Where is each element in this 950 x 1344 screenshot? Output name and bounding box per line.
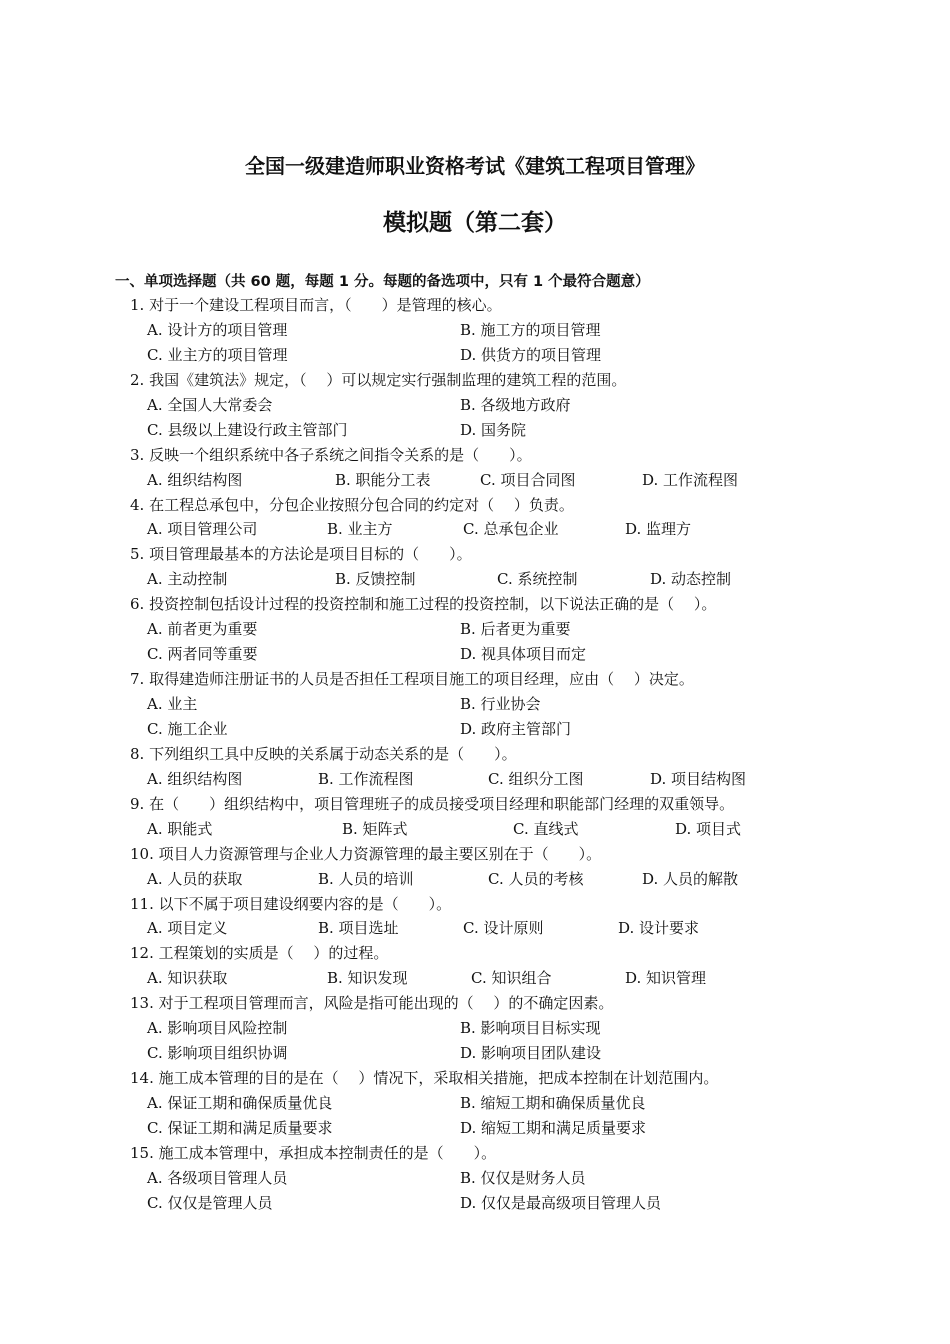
answer-option[interactable]: A. 组织结构图 <box>147 769 243 788</box>
answer-option[interactable]: A. 影响项目风险控制 <box>147 1019 288 1038</box>
answer-option[interactable]: A. 全国人大常委会 <box>147 395 273 414</box>
answer-option[interactable]: C. 施工企业 <box>147 719 228 738</box>
question-stem: 5. 项目管理最基本的方法论是项目目标的（ ）。 <box>130 545 472 564</box>
answer-option[interactable]: C. 保证工期和满足质量要求 <box>147 1118 333 1137</box>
option-row <box>130 318 930 343</box>
answer-option[interactable]: A. 各级项目管理人员 <box>147 1168 288 1187</box>
option-row <box>130 1041 930 1066</box>
option-row <box>130 717 930 742</box>
option-row <box>130 1166 930 1191</box>
option-row <box>130 418 930 443</box>
answer-option[interactable]: B. 影响项目目标实现 <box>460 1019 601 1038</box>
answer-option[interactable]: B. 仅仅是财务人员 <box>460 1168 586 1187</box>
question-stem: 2. 我国《建筑法》规定，（ ）可以规定实行强制监理的建筑工程的范围。 <box>130 370 627 389</box>
answer-option[interactable]: B. 矩阵式 <box>342 819 408 838</box>
answer-option[interactable]: D. 国务院 <box>460 420 527 439</box>
option-row <box>130 1116 930 1141</box>
answer-option[interactable]: A. 人员的获取 <box>147 869 243 888</box>
document-subtitle: 模拟题（第二套） <box>383 210 567 236</box>
option-row <box>130 343 930 368</box>
option-row <box>130 966 930 991</box>
answer-option[interactable]: D. 视具体项目而定 <box>460 645 587 664</box>
answer-option[interactable]: D. 仅仅是最高级项目管理人员 <box>460 1193 662 1212</box>
option-row <box>130 393 930 418</box>
answer-option[interactable]: C. 直线式 <box>513 819 579 838</box>
answer-option[interactable]: A. 前者更为重要 <box>147 620 258 639</box>
option-row <box>130 1016 930 1041</box>
answer-option[interactable]: C. 组织分工图 <box>488 769 584 788</box>
option-row <box>130 617 930 642</box>
answer-option[interactable]: B. 业主方 <box>327 520 393 539</box>
section-heading: 一、单项选择题（共 60 题，每题 1 分。每题的备选项中，只有 1 个最符合题意） <box>115 274 650 290</box>
answer-option[interactable]: B. 行业协会 <box>460 695 541 713</box>
question-stem: 3. 反映一个组织系统中各子系统之间指令关系的是（ ）。 <box>130 445 532 464</box>
answer-option[interactable]: A. 设计方的项目管理 <box>147 320 288 339</box>
question-stem: 8. 下列组织工具中反映的关系属于动态关系的是（ ）。 <box>130 744 517 763</box>
answer-option[interactable]: D. 监理方 <box>625 520 692 539</box>
option-row <box>130 692 930 717</box>
answer-option[interactable]: D. 项目式 <box>675 819 742 838</box>
option-row <box>130 916 930 941</box>
answer-option[interactable]: B. 知识发现 <box>327 969 408 988</box>
answer-option[interactable]: D. 政府主管部门 <box>460 719 572 738</box>
question-stem: 6. 投资控制包括设计过程的投资控制和施工过程的投资控制，以下说法正确的是（ ）。 <box>130 595 717 614</box>
answer-option[interactable]: B. 后者更为重要 <box>460 620 571 639</box>
answer-option[interactable]: B. 缩短工期和确保质量优良 <box>460 1094 646 1112</box>
answer-option[interactable]: C. 总承包企业 <box>463 520 559 539</box>
answer-option[interactable]: C. 系统控制 <box>497 570 578 589</box>
question-stem: 15. 施工成本管理中，承担成本控制责任的是（ ）。 <box>130 1143 497 1162</box>
answer-option[interactable]: C. 人员的考核 <box>488 869 584 888</box>
answer-option[interactable]: D. 设计要求 <box>618 919 700 938</box>
answer-option[interactable]: D. 知识管理 <box>625 969 707 988</box>
option-row <box>130 1191 930 1216</box>
answer-option[interactable]: B. 工作流程图 <box>318 769 414 788</box>
answer-option[interactable]: A. 项目定义 <box>147 919 228 938</box>
answer-option[interactable]: C. 两者同等重要 <box>147 645 258 664</box>
option-row <box>130 817 930 842</box>
question-stem: 4. 在工程总承包中，分包企业按照分包合同的约定对（ ）负责。 <box>130 495 574 514</box>
answer-option[interactable]: A. 知识获取 <box>147 969 228 988</box>
option-row <box>130 642 930 667</box>
option-row <box>130 517 930 542</box>
answer-option[interactable]: A. 职能式 <box>147 819 213 838</box>
answer-option[interactable]: C. 项目合同图 <box>480 470 576 489</box>
answer-option[interactable]: A. 组织结构图 <box>147 470 243 489</box>
question-stem: 12. 工程策划的实质是（ ）的过程。 <box>130 944 389 963</box>
answer-option[interactable]: B. 人员的培训 <box>318 869 414 888</box>
question-stem: 7. 取得建造师注册证书的人员是否担任工程项目施工的项目经理，应由（ ）决定。 <box>130 670 694 689</box>
answer-option[interactable]: D. 缩短工期和满足质量要求 <box>460 1118 647 1137</box>
option-row <box>130 468 930 493</box>
option-row <box>130 867 930 892</box>
answer-option[interactable]: D. 人员的解散 <box>642 869 739 888</box>
question-stem: 1. 对于一个建设工程项目而言，（ ）是管理的核心。 <box>130 296 502 314</box>
question-list <box>130 293 930 1216</box>
answer-option[interactable]: B. 职能分工表 <box>335 470 431 489</box>
option-row <box>130 1091 930 1116</box>
answer-option[interactable]: C. 知识组合 <box>471 969 552 988</box>
question-stem: 9. 在（ ）组织结构中，项目管理班子的成员接受项目经理和职能部门经理的双重领导。 <box>130 794 735 813</box>
answer-option[interactable]: C. 仅仅是管理人员 <box>147 1193 273 1212</box>
answer-option[interactable]: D. 供货方的项目管理 <box>460 345 602 364</box>
option-row <box>130 567 930 592</box>
option-row <box>130 767 930 792</box>
answer-option[interactable]: D. 动态控制 <box>650 570 732 589</box>
answer-option[interactable]: C. 影响项目组织协调 <box>147 1044 288 1063</box>
question-stem: 11. 以下不属于项目建设纲要内容的是（ ）。 <box>130 894 452 913</box>
answer-option[interactable]: B. 各级地方政府 <box>460 395 571 414</box>
answer-option[interactable]: A. 保证工期和确保质量优良 <box>147 1094 333 1112</box>
question-stem: 14. 施工成本管理的目的是在（ ）情况下，采取相关措施，把成本控制在计划范围内。 <box>130 1069 719 1088</box>
answer-option[interactable]: B. 项目选址 <box>318 919 399 938</box>
answer-option[interactable]: D. 影响项目团队建设 <box>460 1044 602 1063</box>
answer-option[interactable]: A. 项目管理公司 <box>147 520 258 539</box>
answer-option[interactable]: B. 反馈控制 <box>335 570 416 589</box>
answer-option[interactable]: C. 业主方的项目管理 <box>147 345 288 364</box>
answer-option[interactable]: A. 业主 <box>147 695 198 713</box>
answer-option[interactable]: C. 设计原则 <box>463 919 544 938</box>
question-stem: 10. 项目人力资源管理与企业人力资源管理的最主要区别在于（ ）。 <box>130 844 602 863</box>
answer-option[interactable]: B. 施工方的项目管理 <box>460 320 601 339</box>
document-title: 全国一级建造师职业资格考试《建筑工程项目管理》 <box>245 154 705 178</box>
answer-option[interactable]: C. 县级以上建设行政主管部门 <box>147 420 348 439</box>
answer-option[interactable]: D. 工作流程图 <box>642 470 739 489</box>
question-stem: 13. 对于工程项目管理而言，风险是指可能出现的（ ）的不确定因素。 <box>130 994 614 1013</box>
answer-option[interactable]: A. 主动控制 <box>147 570 228 589</box>
answer-option[interactable]: D. 项目结构图 <box>650 769 747 788</box>
